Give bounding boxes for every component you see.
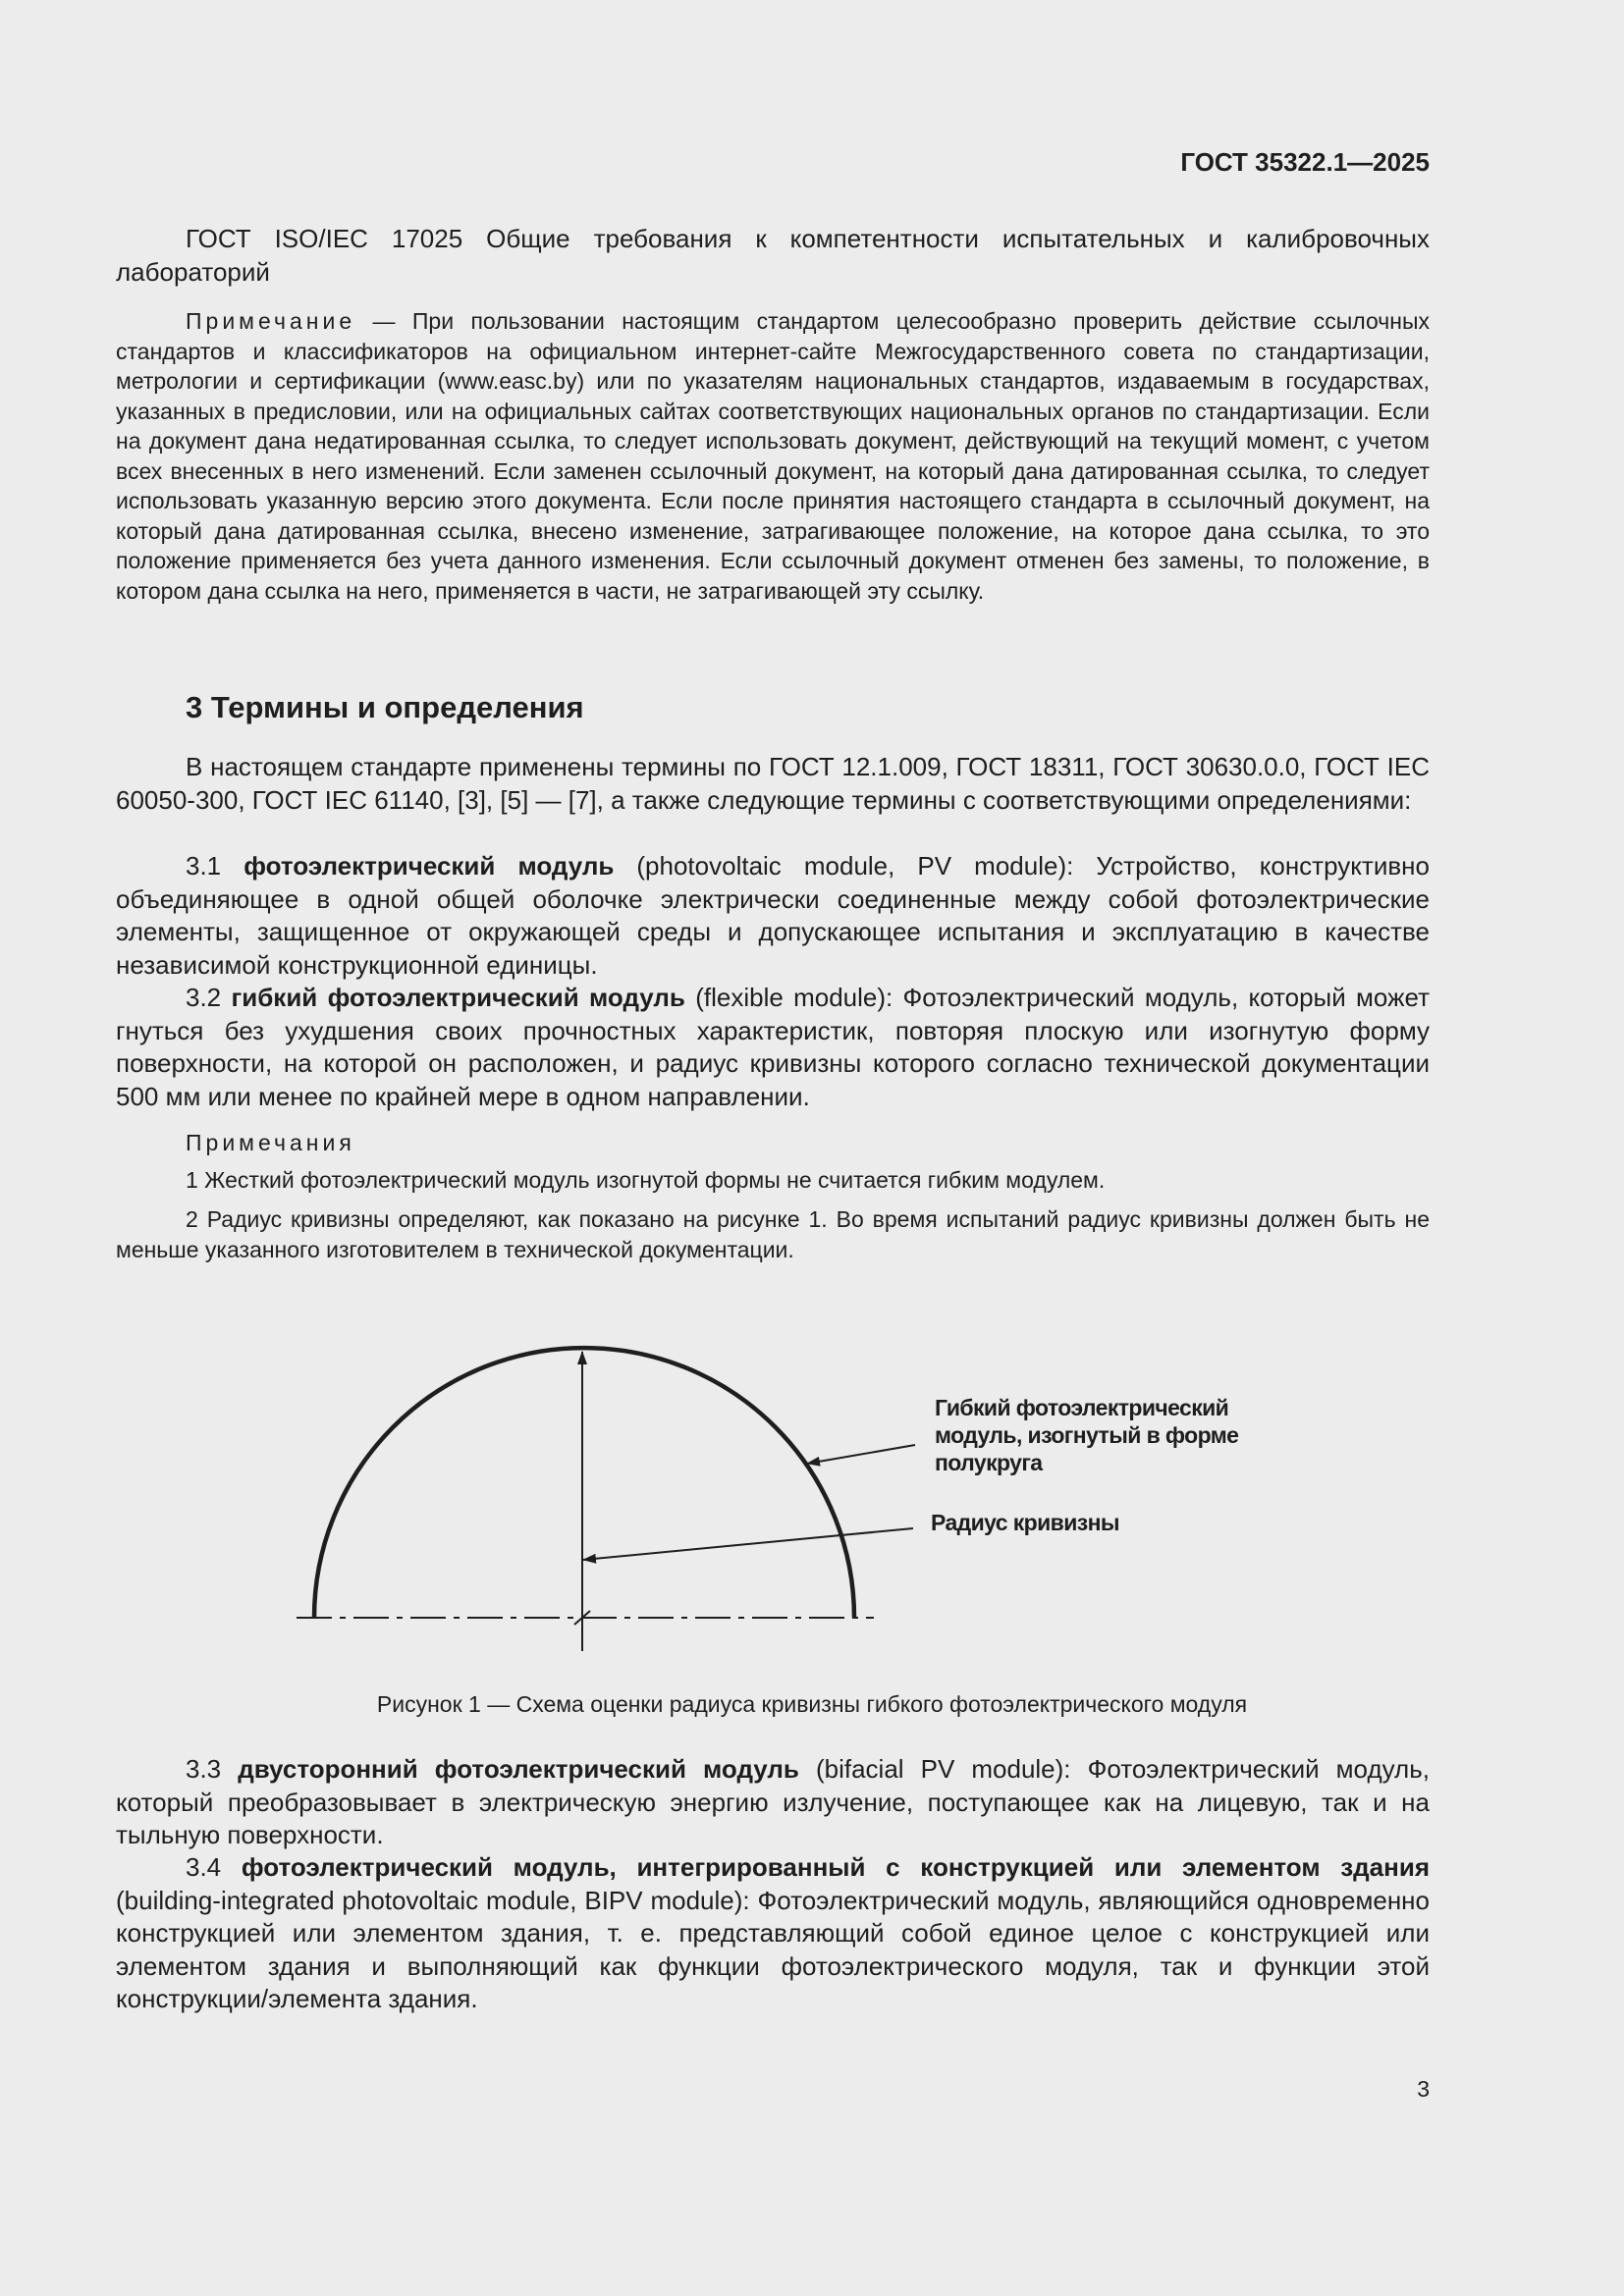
section-intro: [116, 751, 1430, 817]
note-label: Примечание: [186, 308, 356, 334]
reference-entry: [116, 223, 1430, 289]
term-definition: (photovoltaic module, PV module): Устройство, конструктивно объединяющее в одной общей оболочке электрически соединенные между собой фотоэлектрические элементы, защищенное от окружающей среды и допускающее испытания и эксплуатацию в качестве независимой конструкционной единицы.: [116, 851, 1430, 980]
module-label-line: модуль, изогнутый в форме: [935, 1422, 1239, 1448]
figure-caption: Рисунок 1 — Схема оценки радиуса кривизны гибкого фотоэлектрического модуля: [376, 1691, 1248, 1717]
radius-label: Радиус кривизны: [931, 1510, 1119, 1535]
term-3-1: [116, 850, 1430, 982]
term-name: гибкий фотоэлектрический модуль: [231, 983, 685, 1012]
note-text: — При пользовании настоящим стандартом целесообразно проверить действие ссылочных стандартов и классификаторов на официальном интернет-сайте Межгосударственного совета по стандартизации, метрологии и сертификации (www.easc.by) или по указателям национальных стандартов, издаваемым в государствах, указанных в предисловии, или на официальных сайтах соответствующих национальных органов по стандартизации. Если на документ дана недатированная ссылка, то следует использовать документ, действующий на текущий момент, с учетом всех внесенных в него изменений. Если заменен ссылочный документ, на который дана датированная ссылка, то следует использовать указанную версию этого документа. Если после принятия настоящего стандарта в ссылочный документ, на который дана датированная ссылка, внесено изменение, затрагивающее положение, на которое дана ссылка, то это положение применяется без учета данного изменения. Если ссылочный документ отменен без замены, то положение, в котором дана ссылка на него, применяется в части, не затрагивающей эту ссылку.: [116, 308, 1430, 604]
radius-leader-arrow: [583, 1528, 913, 1560]
note-block: [116, 306, 1430, 606]
term-number: 3.3: [186, 1754, 239, 1784]
term-3-4: [116, 1851, 1430, 2016]
intro-text: В настоящем стандарте применены термины по ГОСТ 12.1.009, ГОСТ 18311, ГОСТ 30630.0.0, ГОСТ IEC 60050-300, ГОСТ IEC 61140, [3], [5] — [7], а также следующие термины с соответствующими определениями:: [116, 752, 1430, 815]
notes-label: [116, 1128, 1430, 1158]
module-label-line: Гибкий фотоэлектрический: [935, 1395, 1229, 1420]
reference-text: ГОСТ ISO/IEC 17025 Общие требования к компетентности испытательных и калибровочных лабораторий: [116, 224, 1430, 287]
flexible-module-arc: [314, 1348, 854, 1618]
term-definition: (building-integrated photovoltaic module, BIPV module): Фотоэлектрический модуль, являющийся одновременно конструкцией или элементом здания, т. е. представляющий собой единое целое с конструкцией или элементом здания и выполняющий как функции фотоэлектрического модуля, так и функции этой конструкции/элемента здания.: [116, 1885, 1430, 2013]
page-number: 3: [1417, 2076, 1430, 2102]
note-1-text: 1 Жесткий фотоэлектрический модуль изогнутой формы не считается гибким модулем.: [186, 1167, 1106, 1193]
term-name: двусторонний фотоэлектрический модуль: [238, 1754, 799, 1784]
module-label: [935, 1394, 1238, 1476]
term-name: фотоэлектрический модуль: [244, 851, 615, 881]
figure-1: [285, 1330, 1276, 1664]
notes-heading: Примечания: [186, 1130, 355, 1155]
term-number: 3.4: [186, 1852, 242, 1882]
note-paragraph: [116, 306, 1430, 606]
section-title: 3 Термины и определения: [186, 690, 584, 724]
module-label-line: полукруга: [935, 1450, 1043, 1475]
note-2: [116, 1204, 1430, 1264]
term-number: 3.1: [186, 851, 244, 881]
note-1: [116, 1165, 1430, 1196]
term-3-2: [116, 982, 1430, 1113]
document-id: ГОСТ 35322.1—2025: [1180, 147, 1430, 177]
term-definition: (bifacial PV module): Фотоэлектрический модуль, который преобразовывает в электрическую энергию излучение, поступающее как на лицевую, так и на тыльную поверхности.: [116, 1754, 1430, 1849]
term-3-3: [116, 1753, 1430, 1852]
note-2-text: 2 Радиус кривизны определяют, как показано на рисунке 1. Во время испытаний радиус кривизны должен быть не меньше указанного изготовителем в технической документации.: [116, 1206, 1430, 1262]
term-name: фотоэлектрический модуль, интегрированный с конструкцией или элементом здания: [241, 1852, 1430, 1882]
term-number: 3.2: [186, 983, 232, 1012]
term-definition: (flexible module): Фотоэлектрический модуль, который может гнуться без ухудшения своих прочностных характеристик, повторяя плоскую или изогнутую форму поверхности, на которой он расположен, и радиус кривизны которого согласно технической документации 500 мм или менее по крайней мере в одном направлении.: [116, 983, 1430, 1111]
module-leader-arrow: [807, 1445, 915, 1464]
curvature-diagram: [285, 1330, 1276, 1664]
